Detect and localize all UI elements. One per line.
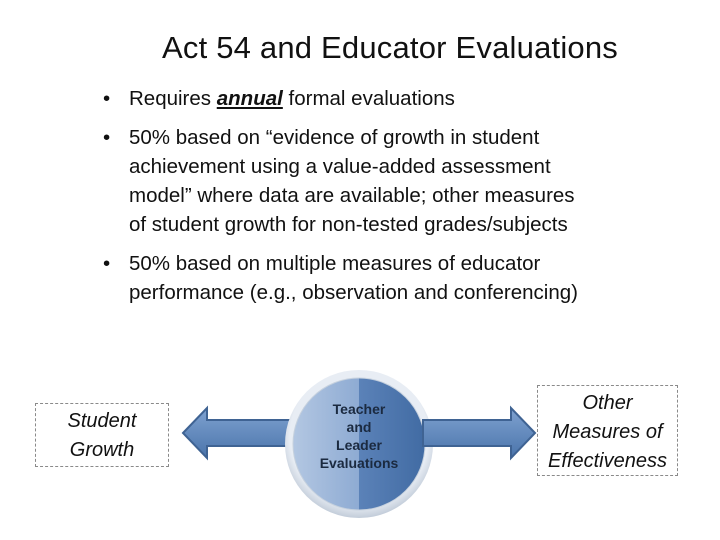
student-growth-line: Student — [67, 410, 137, 432]
bullet-line: of student growth for non-tested grades/subjects — [129, 213, 568, 236]
bullet-line: 50% based on multiple measures of educator — [129, 252, 541, 275]
other-measures-line: Effectiveness — [548, 450, 667, 472]
other-measures-box — [537, 385, 678, 476]
left-arrow-icon — [180, 403, 298, 463]
circle-label-line: Teacher — [332, 401, 386, 417]
bullet-line: 50% based on “evidence of growth in student — [129, 126, 540, 149]
student-growth-line: Growth — [69, 439, 135, 461]
other-measures-line: Other — [582, 392, 633, 414]
bullet-line: model” where data are available; other measures — [129, 184, 575, 207]
bullet-item-performance — [100, 249, 690, 307]
right-arrow-icon — [420, 403, 538, 463]
bullet-text-suffix: formal evaluations — [282, 87, 455, 110]
bullet-text-prefix: Requires — [129, 87, 217, 110]
bullet-item-growth — [100, 123, 690, 239]
bullet-dot: • — [103, 87, 111, 110]
other-measures-line: Measures of — [552, 421, 663, 443]
circle-label-line: Evaluations — [319, 455, 399, 471]
bullet-dot: • — [103, 126, 111, 149]
slide-title: Act 54 and Educator Evaluations — [162, 30, 618, 65]
bullet-line: achievement using a value-added assessment — [129, 155, 551, 178]
circle-label-line: and — [346, 419, 372, 435]
bullet-list — [100, 84, 690, 317]
student-growth-box — [35, 403, 169, 467]
bullet-emphasis-annual: annual — [216, 87, 283, 110]
bullet-dot: • — [103, 252, 111, 275]
bullet-item-annual — [100, 84, 690, 113]
bullet-line: performance (e.g., observation and conferencing) — [129, 281, 578, 304]
circle-label — [284, 400, 434, 472]
circle-label-line: Leader — [336, 437, 382, 453]
